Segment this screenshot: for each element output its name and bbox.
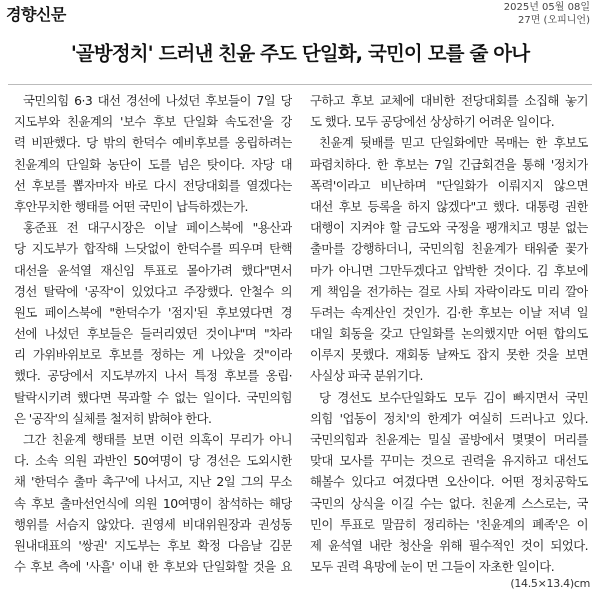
article-line: 두려는 속계산인 것인가. 김·한 후보는 이날 저녁 일 [310, 304, 588, 320]
article-line: 대행이 지켜야 할 금도와 국정을 팽개치고 명분 없는 [310, 220, 588, 236]
article-line: 홍준표 전 대구시장은 이날 페이스북에 "용산과 [23, 220, 292, 236]
newspaper-brand: 경향신문 [6, 5, 66, 24]
article-line: 은 '공작'의 실체를 철저히 밝혀야 한다. [14, 410, 212, 426]
article-line: 력 비판했다. 당 밖의 한덕수 예비후보를 옹립하려는 [14, 135, 292, 151]
article-headline: '골방정치' 드러낸 친윤 주도 단일화, 국민이 모를 줄 아나 [70, 42, 530, 65]
article-line: 지도부와 친윤계의 '보수 후보 단일화 속도전'을 강 [14, 114, 292, 130]
article-line: 원도 페이스북에 "한덕수가 '점지'된 후보였다면 경 [14, 304, 292, 320]
article-line: 도 했다. 모두 공당에선 상상하기 어려운 일이다. [310, 114, 555, 130]
publication-date: 2025년 05월 08일 [503, 2, 590, 13]
article-line: 이루지 못했다. 재회동 날짜도 잡지 못한 것을 보면 [310, 347, 588, 363]
article-line: 국민의 상식을 이길 수는 없다. 친윤계 스스로는, 국 [310, 495, 588, 511]
article-line: 해볼수 있다고 여겼다면 오산이다. 어떤 정치공학도 [310, 474, 588, 490]
article-line: 민이 투표로 말끔히 정리하는 '친윤계의 폐족'은 이 [310, 516, 588, 532]
article-line: 맞대 모사를 꾸미는 것으로 권력을 유지하고 대선도 [310, 453, 588, 469]
article-column-left [14, 90, 292, 577]
article-meta [504, 1, 590, 27]
headline-divider [8, 84, 592, 85]
article-line: 구하고 후보 교체에 대비한 전당대회를 소집해 놓기 [310, 93, 588, 108]
article-line: 했다. 공당에서 지도부까지 나서 특정 후보를 옹립· [14, 368, 292, 384]
article-line: 후안무치한 행태를 어떤 국민이 납득하겠는가. [14, 198, 248, 214]
article-line: 친윤계 뒷배를 믿고 단일화에만 목매는 한 후보도 [319, 135, 588, 151]
page-section: 27면 (오피니언) [517, 15, 590, 26]
article-line: 다. 소속 의원 과반인 50여명이 당 경선은 도외시한 [14, 453, 292, 469]
article-line: 국민의힘과 친윤계는 밀실 골방에서 몇몇이 머리를 [310, 432, 588, 447]
article-line: 마가 아니면 그만두겠다고 압박한 것이다. 김 후보에 [310, 262, 588, 278]
article-line: 국민의힘 6·3 대선 경선에 나섰던 후보들이 7일 당 [23, 93, 292, 108]
article-line: 수 후보 측에 '사흘' 이내 한 후보와 단일화할 것을 요 [14, 559, 292, 575]
article-line: 행위를 서슴지 않았다. 권영세 비대위원장과 권성동 [14, 516, 292, 532]
article-line: 제 윤석열 내란 청산을 위해 필수적인 것이 되었다. [310, 537, 588, 553]
article-line: 대선을 윤석열 재신임 투표로 몰아가려 했다"면서 [14, 262, 292, 278]
article-line: 모두 권력 욕망에 눈이 먼 그들이 자초한 일이다. [310, 559, 555, 575]
article-line: 대선 후보 등록을 하지 않겠다"고 했다. 대통령 권한 [310, 198, 588, 214]
article-line: 탈락시키려 했다면 묵과할 수 없는 일이다. 국민의힘 [14, 389, 292, 405]
article-line: 사실상 파국 분위기다. [310, 368, 423, 384]
article-paragraph [310, 387, 588, 578]
article-line: 의힘 '업동이 정치'의 한계가 여실히 드러나고 있다. [310, 410, 588, 426]
article-line: 선에 나섰던 후보들은 들러리였던 것이냐"며 "차라 [14, 326, 292, 342]
article-paragraph [310, 90, 588, 132]
article-column-right [310, 90, 588, 577]
article-paragraph [14, 217, 292, 429]
article-line: 폭력'이라고 비난하며 "단일화가 이뤄지지 않으면 [310, 177, 588, 193]
article-line: 채 '한덕수 출마 촉구'에 나서고, 지난 2일 그의 무소 [14, 474, 292, 490]
article-line: 경선 탈락에 '공작'이 있었다고 주장했다. 안철수 의 [14, 283, 292, 299]
article-line: 원내대표의 '쌍권' 지도부는 후보 확정 다음날 김문 [14, 537, 292, 553]
article-paragraph [14, 429, 292, 577]
article-line: 속 후보 출마선언식에 의원 10여명이 참석하는 해당 [14, 495, 292, 511]
article-line: 게 책임을 전가하는 걸로 사퇴 자락이라도 미리 깔아 [310, 283, 588, 299]
article-size-footer: (14.5×13.4)cm [510, 577, 590, 590]
article-line: 당 지도부가 합작해 느닷없이 한덕수를 띄우며 탄핵 [14, 241, 292, 257]
article-line: 대일 회동을 갖고 단일화를 논의했지만 어떤 합의도 [310, 326, 588, 342]
article-line: 당 경선도 보수단일화도 모두 김이 빠지면서 국민 [319, 389, 588, 405]
article-line: 리 가위바위보로 후보를 정하는 게 나았을 것"이라 [14, 347, 292, 363]
article-paragraph [310, 132, 588, 386]
article-line: 그간 친윤계 행태를 보면 이런 의혹이 무리가 아니 [23, 432, 292, 447]
article-paragraph [14, 90, 292, 217]
article-line: 선 후보를 뽑자마자 바로 다시 전당대회를 열겠다는 [14, 177, 292, 193]
article-line: 친윤계의 단일화 농단이 도를 넘은 탓이다. 자당 대 [14, 156, 292, 172]
article-line: 파렴치하다. 한 후보는 7일 긴급회견을 통해 '정치가 [310, 156, 588, 172]
article-line: 출마를 강행하더니, 국민의힘 친윤계가 태워줄 꽃가 [310, 241, 588, 257]
